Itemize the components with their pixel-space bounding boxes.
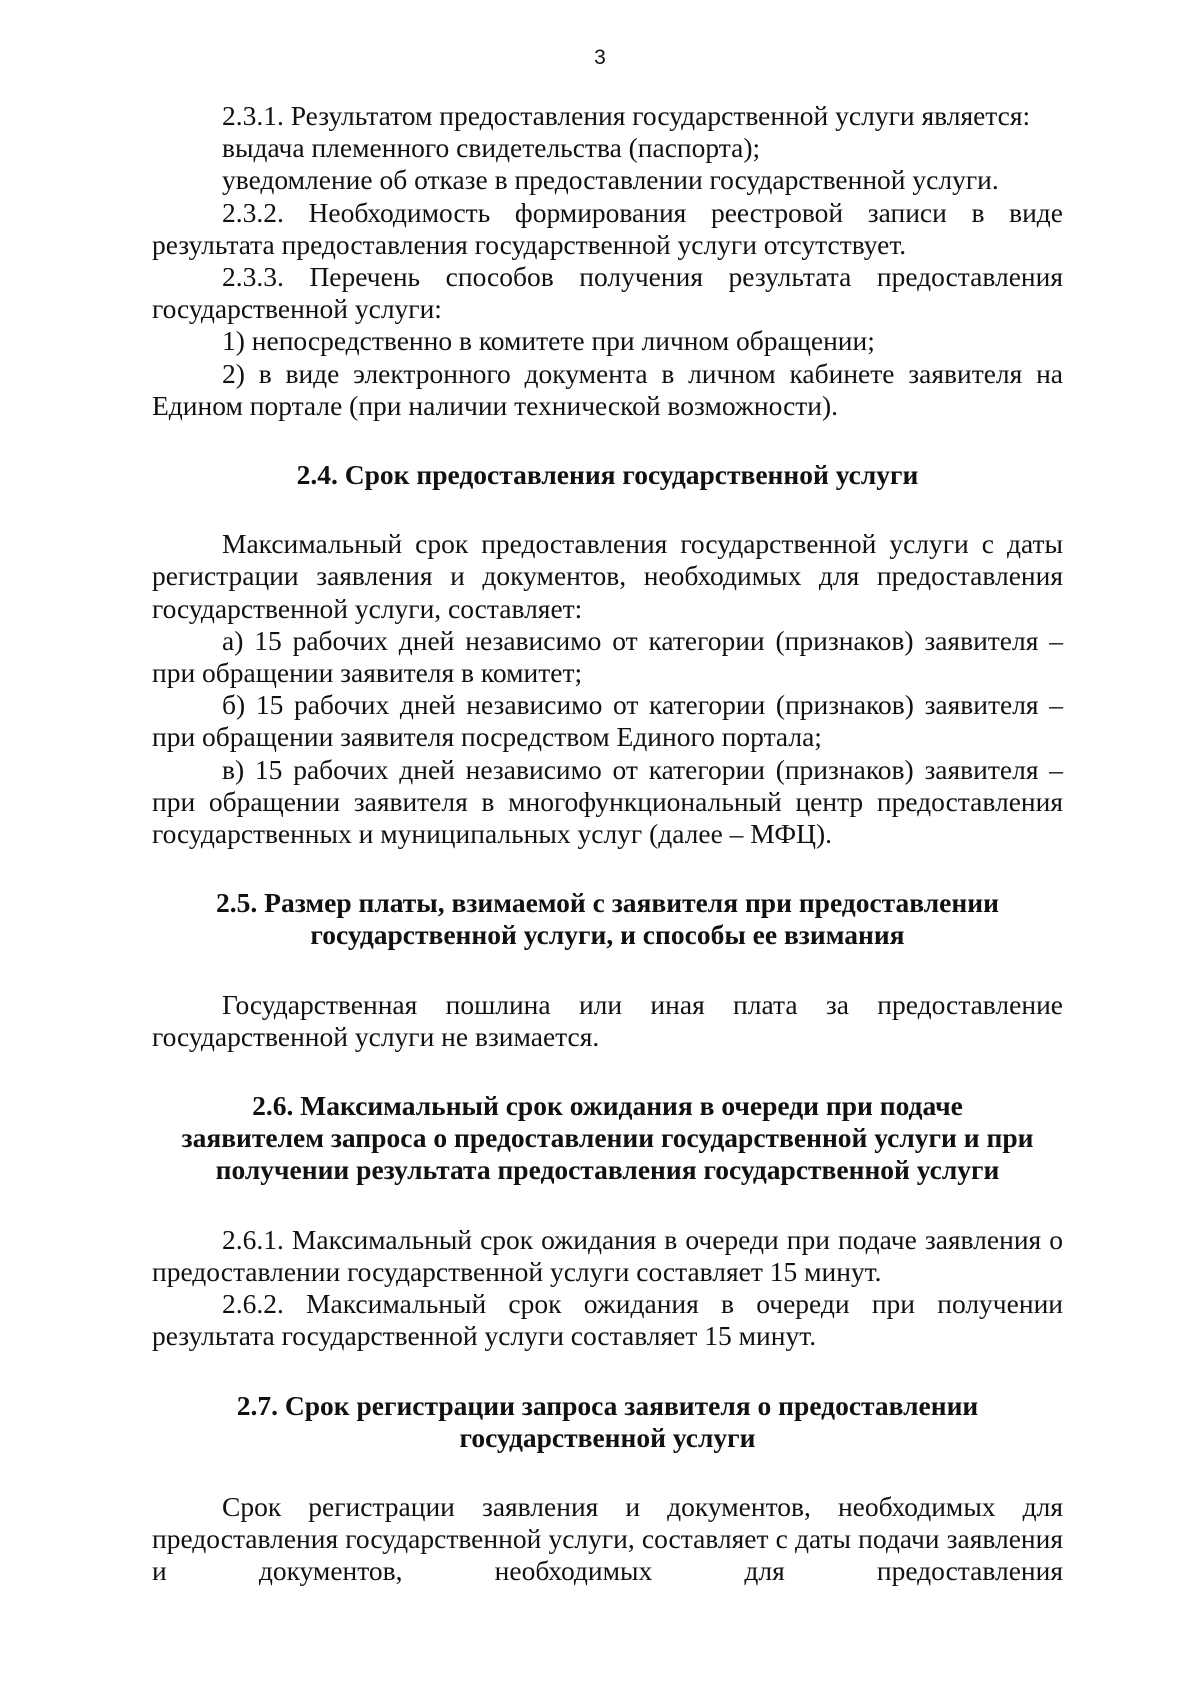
heading-2-5-line-2: государственной услуги, и способы ее взимания	[310, 919, 905, 951]
paragraph-2-6-2: 2.6.2. Максимальный срок ожидания в очереди при получении результата государственной услуги составляет 15 минут.	[152, 1288, 1063, 1352]
section-heading-2-5	[152, 887, 1063, 951]
heading-2-5-line-1: 2.5. Размер платы, взимаемой с заявителя при предоставлении	[216, 887, 999, 919]
page-number: 3	[594, 46, 606, 69]
list-item-result-passport: выдача племенного свидетельства (паспорта);	[222, 132, 761, 164]
document-body	[152, 100, 1063, 1588]
list-item-result-refusal: уведомление об отказе в предоставлении государственной услуги.	[222, 164, 999, 196]
heading-2-6-line-1: 2.6. Максимальный срок ожидания в очереди при подаче	[252, 1090, 963, 1122]
paragraph-2-6-1: 2.6.1. Максимальный срок ожидания в очереди при подаче заявления о предоставлении государственной услуги составляет 15 минут.	[152, 1223, 1063, 1287]
list-item-2-4-b: б) 15 рабочих дней независимо от категории (признаков) заявителя – при обращении заявителя посредством Единого портала;	[152, 689, 1063, 753]
list-item-electronic: 2) в виде электронного документа в личном кабинете заявителя на Едином портале (при наличии технической возможности).	[152, 357, 1063, 421]
heading-2-6-line-3: получении результата предоставления государственной услуги	[215, 1154, 1000, 1186]
section-heading-2-6	[152, 1090, 1063, 1187]
heading-2-6-line-2: заявителем запроса о предоставлении государственной услуги и при	[181, 1122, 1034, 1154]
list-item-2-4-a: а) 15 рабочих дней независимо от категории (признаков) заявителя – при обращении заявителя в комитет;	[152, 624, 1063, 689]
list-item-in-person: 1) непосредственно в комитете при личном обращении;	[222, 325, 875, 357]
paragraph-2-4-intro: Максимальный срок предоставления государственной услуги с даты регистрации заявления и документов, необходимых для предоставления государственной услуги, составляет:	[152, 528, 1063, 624]
paragraph-2-3-1: 2.3.1. Результатом предоставления государственной услуги является:	[222, 100, 1031, 131]
list-item-2-4-c: в) 15 рабочих дней независимо от категории (признаков) заявителя – при обращении заявителя в многофункциональный центр предоставления государственных и муниципальных услуг (далее – МФЦ).	[152, 753, 1063, 850]
section-heading-2-7	[152, 1390, 1063, 1454]
heading-2-7-line-1: 2.7. Срок регистрации запроса заявителя о предоставлении	[236, 1389, 979, 1421]
section-heading-2-4: 2.4. Срок предоставления государственной услуги	[296, 459, 919, 491]
paragraph-2-3-3: 2.3.3. Перечень способов получения результата предоставления государственной услуги:	[152, 261, 1063, 325]
paragraph-2-3-2: 2.3.2. Необходимость формирования реестровой записи в виде результата предоставления государственной услуги отсутствует.	[152, 196, 1063, 260]
heading-2-7-line-2: государственной услуги	[459, 1421, 756, 1453]
paragraph-2-7: Срок регистрации заявления и документов, необходимых для предоставления государственной услуги, составляет с даты подачи заявления и документов, необходимых для предоставления	[152, 1490, 1063, 1587]
paragraph-2-5: Государственная пошлина или иная плата за предоставление государственной услуги не взимается.	[152, 988, 1063, 1052]
